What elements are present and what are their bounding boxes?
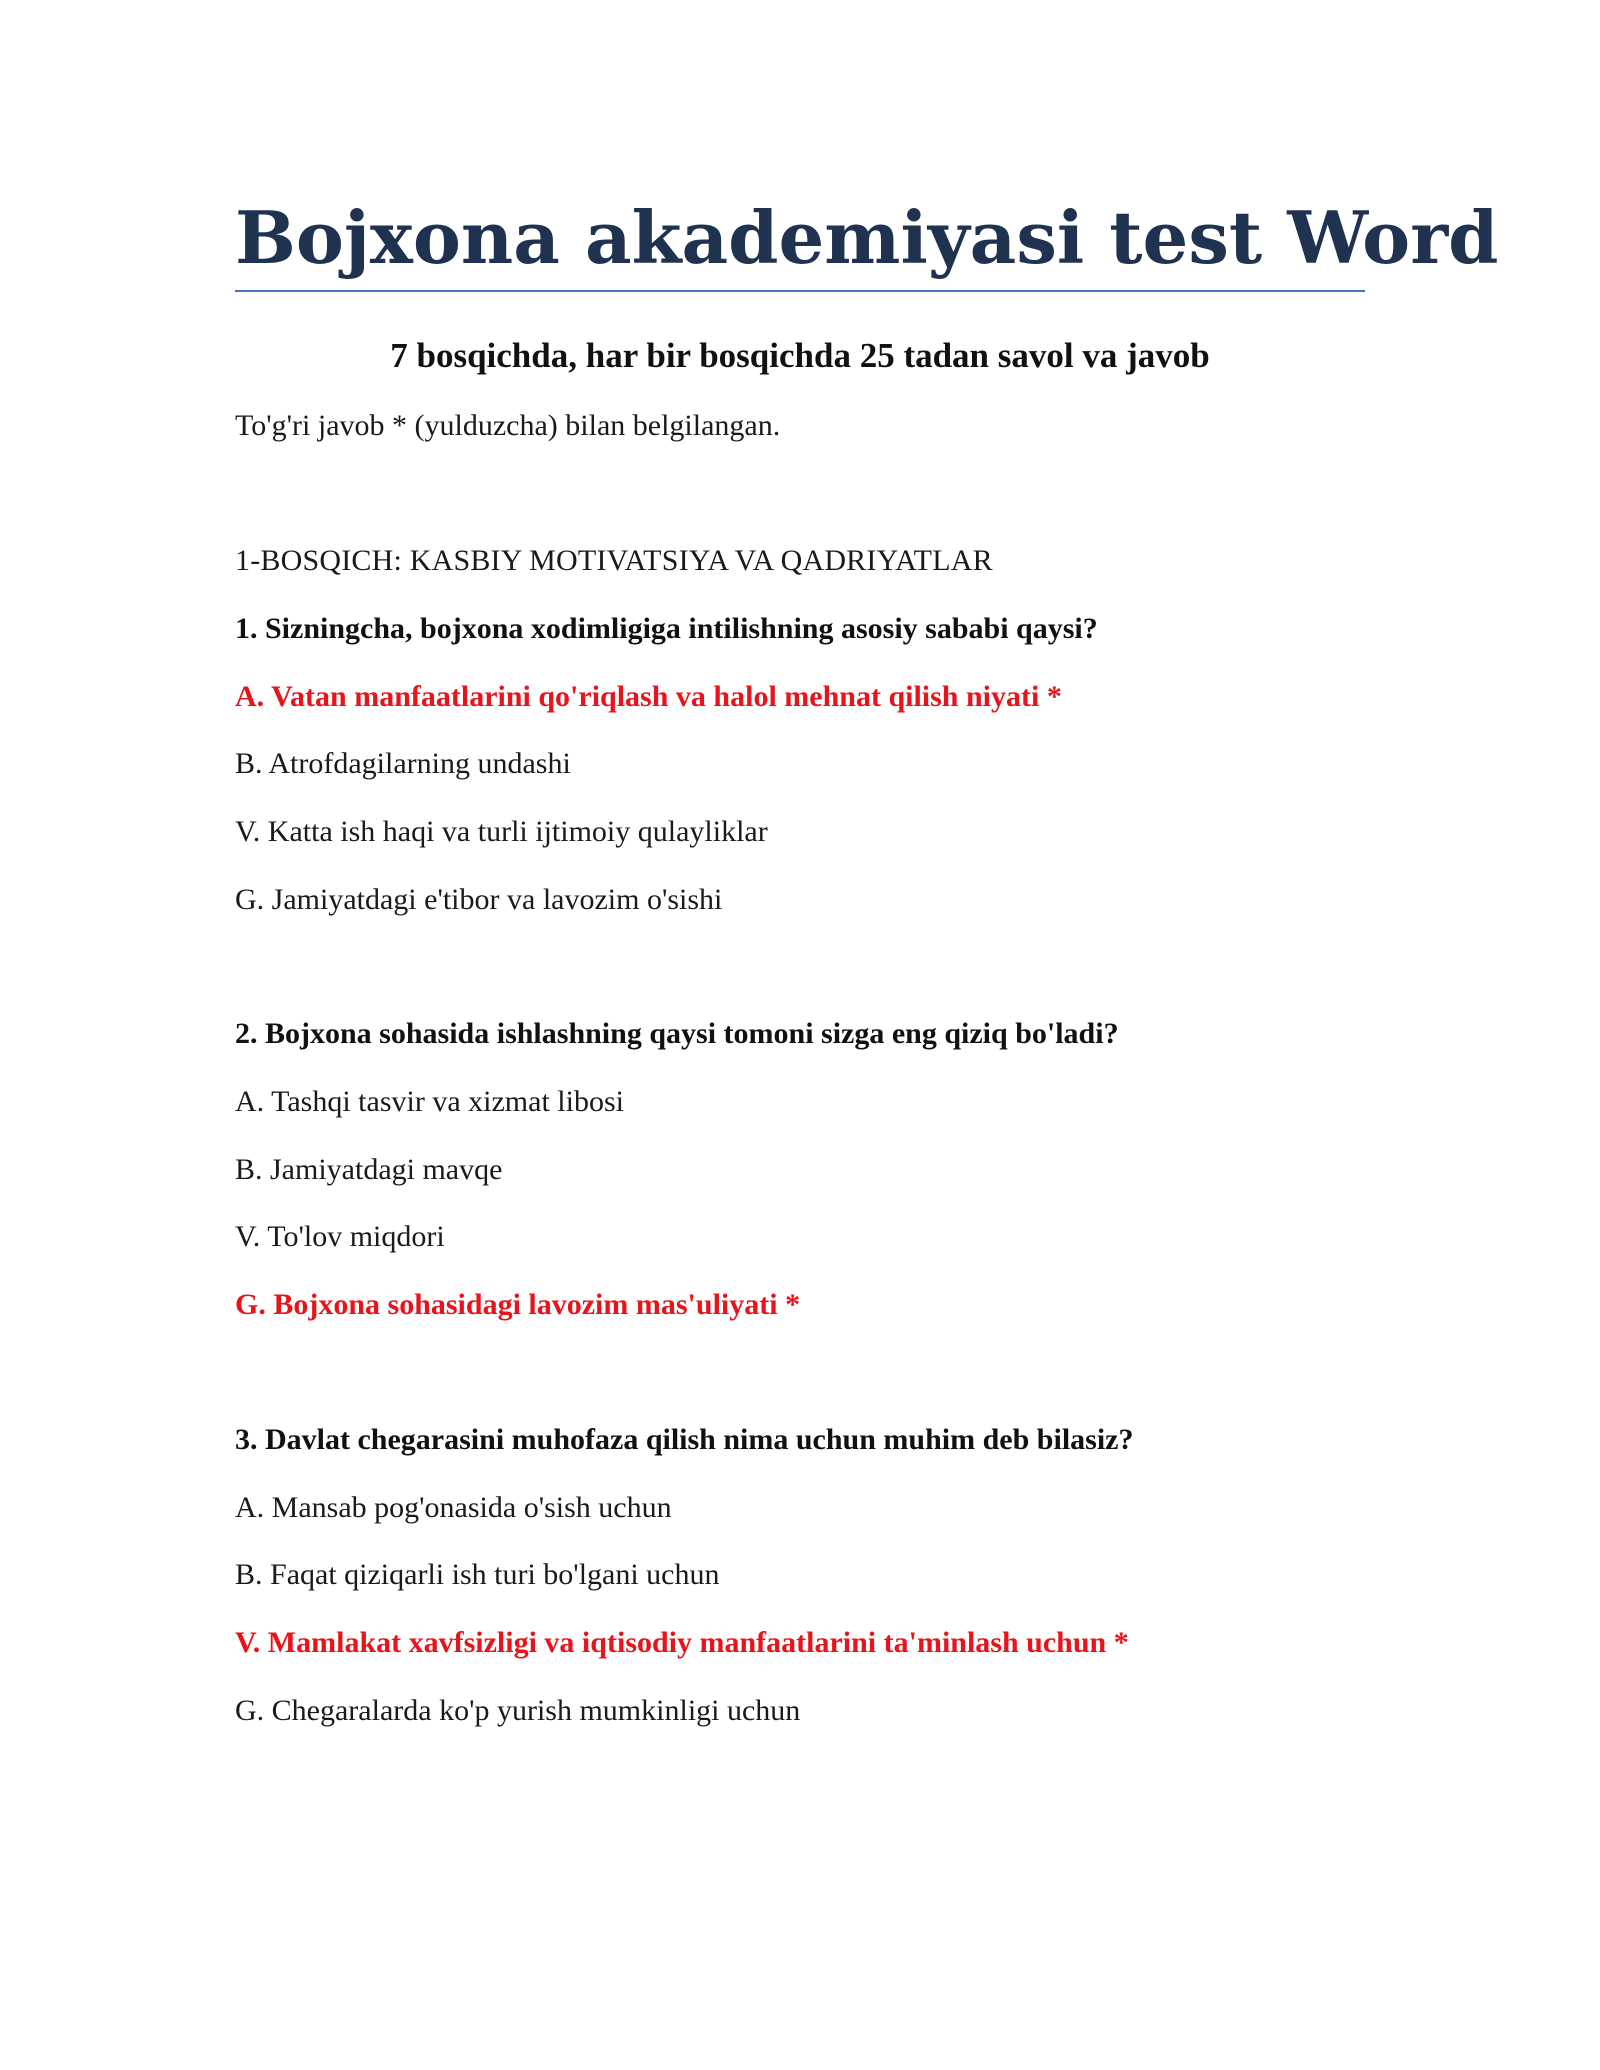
question-1-option-g: G. Jamiyatdagi e'tibor va lavozim o'sishi [235, 883, 723, 916]
question-1-option-a: A. Vatan manfaatlarini qo'riqlash va halol mehnat qilish niyati * [235, 680, 1062, 713]
question-1-option-v: V. Katta ish haqi va turli ijtimoiy qulayliklar [235, 815, 768, 848]
question-3-option-g: G. Chegaralarda ko'p yurish mumkinligi uchun [235, 1694, 801, 1727]
section-heading: 1-BOSQICH: KASBIY MOTIVATSIYA VA QADRIYATLAR [235, 544, 993, 577]
document-subtitle: 7 bosqichda, har bir bosqichda 25 tadan savol va javob [390, 336, 1210, 375]
question-3-option-v: V. Mamlakat xavfsizligi va iqtisodiy manfaatlarini ta'minlash uchun * [235, 1626, 1129, 1659]
question-3-option-b: B. Faqat qiziqarli ish turi bo'lgani uchun [235, 1558, 720, 1591]
question-2-option-b: B. Jamiyatdagi mavqe [235, 1153, 503, 1186]
question-3: 3. Davlat chegarasini muhofaza qilish nima uchun muhim deb bilasiz? [235, 1423, 1134, 1456]
question-1: 1. Sizningcha, bojxona xodimligiga intilishning asosiy sababi qaysi? [235, 612, 1098, 645]
title-underline [235, 290, 1365, 292]
question-2-option-v: V. To'lov miqdori [235, 1220, 445, 1253]
answer-key-note: To'g'ri javob * (yulduzcha) bilan belgilangan. [235, 409, 781, 442]
document-title: Bojxona akademiyasi test Word [235, 195, 1499, 280]
question-2-option-a: A. Tashqi tasvir va xizmat libosi [235, 1085, 624, 1118]
question-3-option-a: A. Mansab pog'onasida o'sish uchun [235, 1491, 672, 1524]
question-2-option-g: G. Bojxona sohasidagi lavozim mas'uliyati * [235, 1288, 801, 1321]
question-1-option-b: B. Atrofdagilarning undashi [235, 747, 571, 780]
question-2: 2. Bojxona sohasida ishlashning qaysi tomoni sizga eng qiziq bo'ladi? [235, 1017, 1119, 1050]
